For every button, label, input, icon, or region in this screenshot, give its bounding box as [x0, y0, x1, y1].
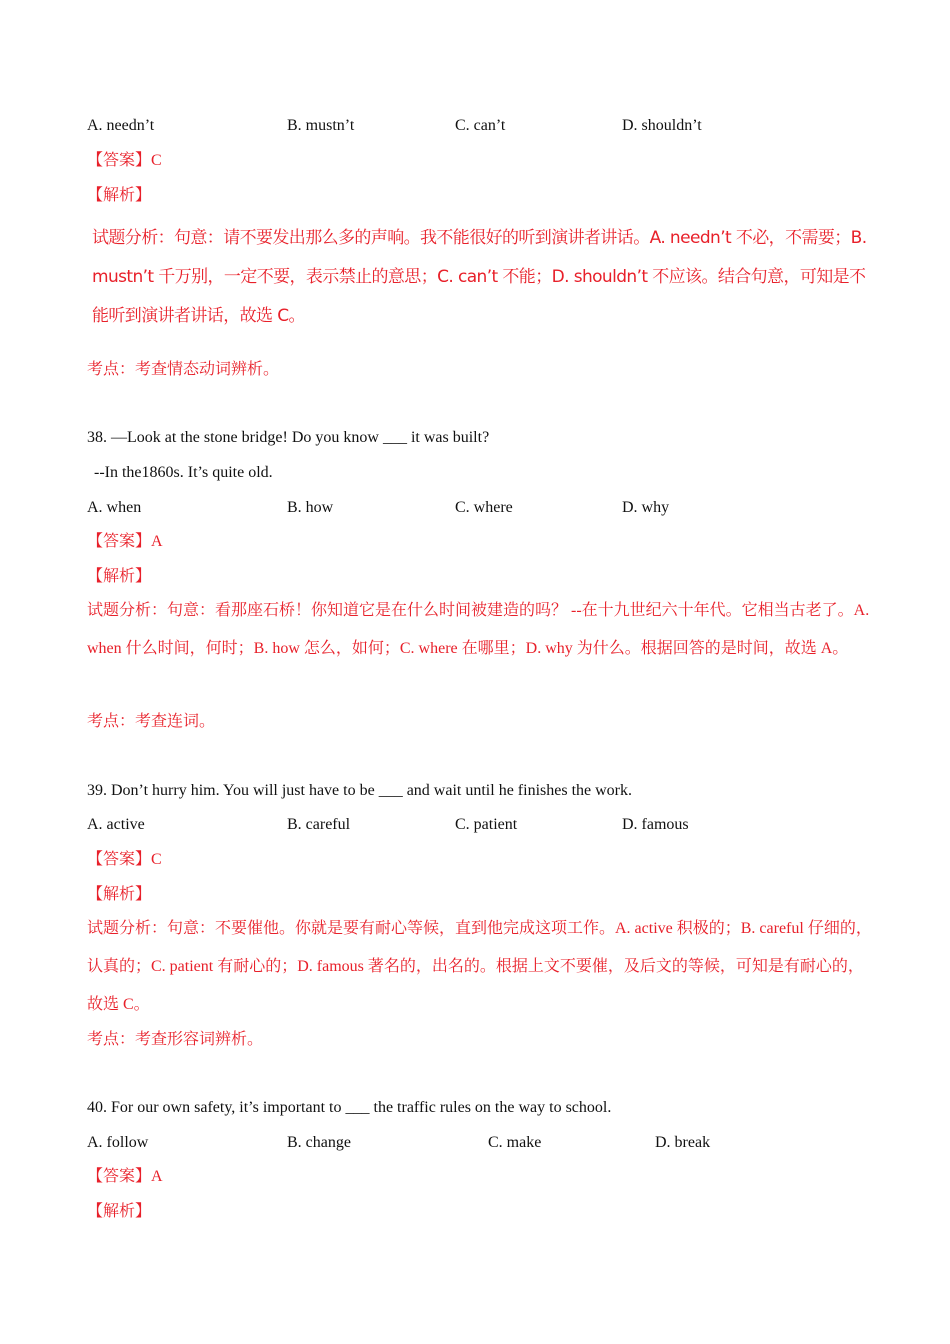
analysis-text: 试题分析：句意：请不要发出那么多的声响。我不能很好的听到演讲者讲话。A. needn’t 不必，不需要；B. mustn’t 千万别，一定不要，表示禁止的意思；C. can’t 不能；D. shouldn’t 不应该。结合句意，可知是不能听到演讲者讲话，故选 C。: [92, 228, 867, 326]
analysis-label: 【解析】: [87, 1203, 152, 1220]
analysis-text: 试题分析：句意：不要催他。你就是要有耐心等候，直到他完成这项工作。A. active 积极的；B. careful 仔细的，认真的；C. patient 有耐心的；D. famous 著名的，出名的。根据上文不要催，及后文的等候，可知是有耐心的，故选 C。: [87, 920, 872, 1013]
answer-label: 【答案】A: [87, 1168, 163, 1185]
question-39-text: 39. Don’t hurry him. You will just have to be ___ and wait until he finishes the work.: [87, 782, 632, 799]
answer-label: 【答案】A: [87, 533, 163, 550]
analysis-label: 【解析】: [87, 886, 152, 903]
option-d: D. why: [622, 499, 670, 516]
option-b: B. change: [287, 1134, 351, 1151]
option-a: A. active: [87, 816, 145, 833]
question-40-text: 40. For our own safety, it’s important to ___ the traffic rules on the way to school.: [87, 1099, 612, 1116]
question-38-text: 38. —Look at the stone bridge! Do you know ___ it was built?: [87, 429, 490, 446]
answer-label: 【答案】C: [87, 152, 162, 169]
question-38-reply: --In the1860s. It’s quite old.: [94, 464, 273, 481]
option-a: A. follow: [87, 1134, 149, 1151]
option-c: C. make: [488, 1134, 542, 1151]
option-d: D. famous: [622, 816, 689, 833]
option-d: D. shouldn’t: [622, 117, 702, 134]
exam-point: 考点：考查情态动词辨析。: [87, 361, 280, 378]
exam-point: 考点：考查形容词辨析。: [87, 1031, 264, 1048]
option-c: C. patient: [455, 816, 518, 833]
option-c: C. where: [455, 499, 513, 516]
analysis-label: 【解析】: [87, 568, 152, 585]
option-b: B. careful: [287, 816, 351, 833]
option-a: A. needn’t: [87, 117, 155, 134]
option-b: B. how: [287, 499, 334, 516]
exam-point: 考点：考查连词。: [87, 713, 216, 730]
answer-label: 【答案】C: [87, 851, 162, 868]
analysis-text: 试题分析：句意：看那座石桥！你知道它是在什么时间被建造的吗？ --在十九世纪六十年代。它相当古老了。A. when 什么时间，何时；B. how 怎么，如何；C. where 在哪里；D. why 为什么。根据回答的是时间，故选 A。: [87, 602, 870, 657]
option-c: C. can’t: [455, 117, 506, 134]
option-d: D. break: [655, 1134, 711, 1151]
analysis-label: 【解析】: [87, 187, 152, 204]
option-b: B. mustn’t: [287, 117, 355, 134]
option-a: A. when: [87, 499, 142, 516]
